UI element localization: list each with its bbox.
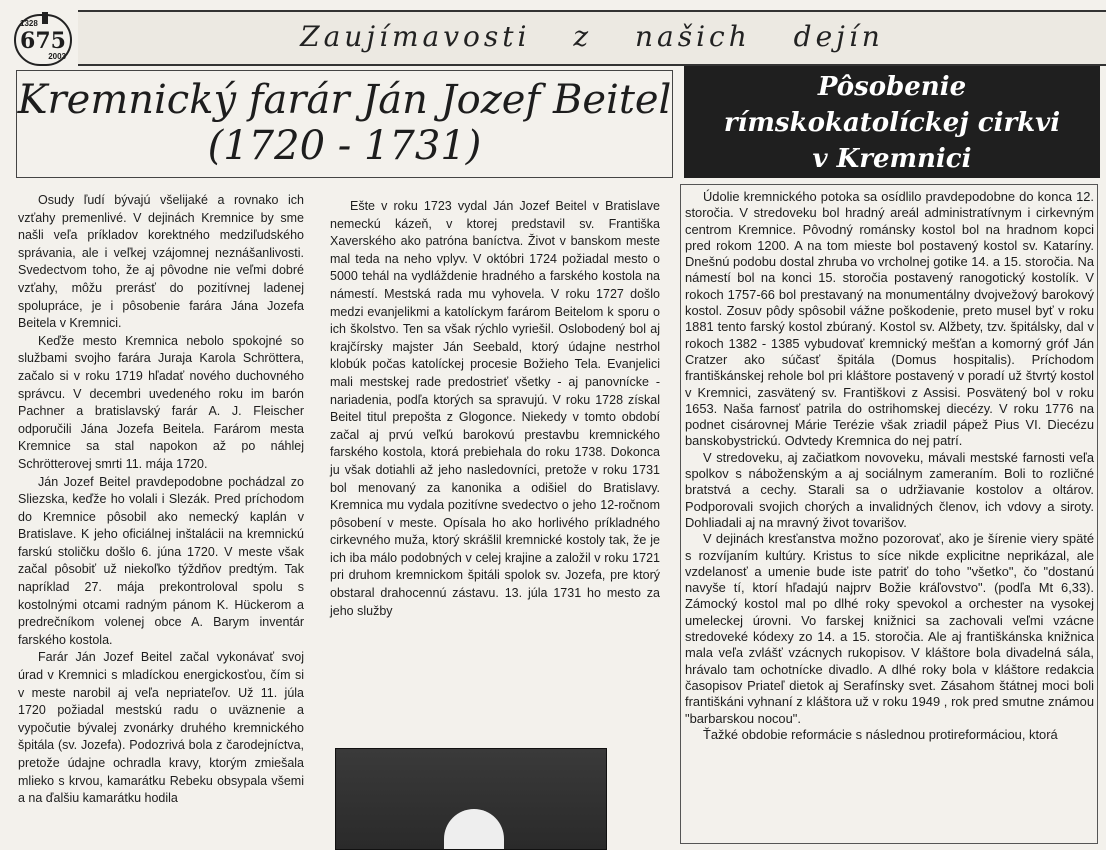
side-title-line-2: rímskokatolíckej cirkvi xyxy=(723,108,1061,138)
paragraph: V stredoveku, aj začiatkom novoveku, mávali mestské farnosti veľa spolkov s náboženským a aj sociálnym zameraním. Boli to rozličné bratstvá a cechy. Starali sa o udržiavanie kostolov a oltárov. Podporovali svojich chorých a invalidných členov, ich vdovy a siroty. Dohliadali aj na mravný život tovarišov. xyxy=(685,449,1094,530)
paragraph: Osudy ľudí bývajú všelijaké a rovnako ich vzťahy premenlivé. V dejinách Kremnice by sme našli veľa príkladov korektného medziľudského správania, ale i veľkej vzájomnej neznášanlivosti. Svedectvom toho, že aj pôvodne nie veľmi dobré vzťahy, môžu prerásť do pozitívnej ladenej spolupráce, je i pôsobenie farára Jána Jozefa Beitela v Kremnici. xyxy=(18,193,304,331)
side-title-line-3: v Kremnici xyxy=(812,144,972,174)
side-article-title-box xyxy=(684,66,1100,178)
logo-number: 675 xyxy=(20,28,66,54)
paragraph: Údolie kremnického potoka sa osídlilo pravdepodobne do konca 12. storočia. V stredoveku bol hradný areál administratívnym i cirkevným centrom Kremnice. Pôvodný románsky kostol bol na hradnom kopci pred rokom 1200. A na tom mieste bol postavený kostol sv. Kataríny. Dnešnú podobu dostal zhruba vo vrcholnej gotike 14. a 15. storočia. Na námestí bol na konci 15. storočia postavený ranogotický kostolík. V rokoch 1757-66 bol prestavaný na monumentálny dvojvežový barokový kostol. Zosuv pôdy spôsobil vážne poškodenie, preto musel byť v roku 1881 tento farský kostol zbúraný. Kostol sv. Alžbety, tzv. špitálsky, dal v rokoch 1382 - 1385 vybudovať kremnický mešťan a komorný gróf Ján Cratzer ako súčasť špitála (Domus hospitalis). Príchodom františkánskej rehole bol pri kláštore postavený v poradí už štvrtý kostol v Kremnici, zasvätený sv. Františkovi z Assisi. Posvätený bol v roku 1653. Naša farnosť patrila do ostrihomskej diecézy. V roku 1776 na podnet cisárovnej Márie Terézie však zriadil pápež Pius VI. Diecézu banskobystrickú. Odvtedy Kremnica do nej patrí. xyxy=(685,189,1094,449)
article-years: (1720 - 1731) xyxy=(207,123,482,169)
paragraph: Ťažké obdobie reformácie s následnou protireformáciou, ktorá xyxy=(703,726,1058,742)
paragraph: Farár Ján Jozef Beitel začal vykonávať svoj úrad v Kremnici s mladíckou energickosťou, čím si v meste narobil aj veľa nepriateľov. Už 11. júla 1720 požiadal mestskú radu o uväznenie a vypočutie bývalej zvonárky druhého kremnického špitála (sv. Jozefa). Podozrivá bola z čarodejníctva, pretože údajne ochradla kravy, ktorým zmiešala mlieko s krvou, kamarátku Rebeku obsypala všemi a na ďalšiu kamarátku hodila xyxy=(18,650,304,806)
paragraph: Ešte v roku 1723 vydal Ján Jozef Beitel v Bratislave nemeckú kázeň, v ktorej predstavil sv. Františka Xaverského ako patróna baníctva. Život v banskom meste mal teda na neho vplyv. V októbri 1724 požiadal mesto o 5000 tehál na vydláždenie hradného a farského kostola na námestí. Mestská rada mu vyhovela. V roku 1727 došlo medzi evanjelikmi a katolíckym farárom Beitelom k sporu o ich školstvo. Ten sa však rýchlo vyriešil. Oslobodený bol aj krajčírsky majster Ján Seebald, ktorý údajne nestrhol klobúk počas katolíckej procesie Božieho Tela. Evanjelici mali mestskej rade predostrieť všetky - aj panovnícke - nariadenia, podľa ktorých sa spravujú. V roku 1728 získal Beitel titul prepošta z Glogonce. Niekedy v tomto období začal aj prvú veľkú barokovú prestavbu kremnického farského kostola, ktorá prebiehala do roku 1738. Dokonca ju však dotiahli až jeho nasledovníci, pretože v roku 1731 bol menovaný za kanonika a odišiel do Bratislavy. Kremnica mu vydala pozitívne svedectvo o jeho 12-ročnom pôsobení v meste. Opísala ho ako horlivého príkladného cirkevného muža, ktorý skrášlil kremnické kostoly tak, že je ich iba málo podobných v celej krajine a založil v roku 1721 pri druhom kremnickom špitáli spolok sv. Jozefa, pre ktorý obstaral drahocennú zástavu. 13. júla 1731 ho mesto za jeho služby xyxy=(330,199,660,618)
portrait-figure xyxy=(444,809,504,849)
section-title: Zaujímavosti z našich dejín xyxy=(300,20,884,53)
side-title-line-1: Pôsobenie xyxy=(817,72,967,102)
article-title: Kremnický farár Ján Jozef Beitel xyxy=(17,77,672,123)
section-header xyxy=(78,10,1106,66)
article-column-2 xyxy=(330,198,660,620)
side-article-column xyxy=(680,184,1098,844)
article-column-1 xyxy=(18,192,304,808)
portrait-photo xyxy=(335,748,607,850)
logo-year-bottom: 2003 xyxy=(48,52,66,61)
article-title-box xyxy=(16,70,673,178)
paragraph: Ján Jozef Beitel pravdepodobne pochádzal zo Sliezska, keďže ho volali i Slezák. Pred príchodom do Kremnice pôsobil ako nemecký kaplán v Bratislave. K jeho oficiálnej inštalácii na kremnickú farskú stoličku došlo 6. júna 1720. V meste však začal pôsobiť už niekoľko týždňov predtým. Tak napríklad 27. mája prekontroloval spolu s kostolnými otcami radným pánom K. Hückerom a predrečníkom volenej obce A. Barym inventár farského kostola. xyxy=(18,474,304,647)
paragraph: V dejinách kresťanstva možno pozorovať, ako je šírenie viery späté s rozvíjaním kultúry. Kristus to síce nikde explicitne neprikázal, ale vzdelanosť a umenie bude iste patriť do toho "všetko", čo "dostanú navyše tí, ktorí hľadajú najprv Božie kráľovstvo". (podľa Mt 6,33). Zámocký kostol mal po dlhé roky spevokol a orchester na vysokej umeleckej úrovni. Vo farskej knižnici sa zachovali veľmi vzácne stredoveké kódexy zo 14. a 15. storočia. Ale aj františkánska knižnica mala veľa zvlášť vzácnych rukopisov. V kláštore bola divadelná sála, hrávalo tam ochotnícke divadlo. A dlhé roky bola v kláštore redakcia časopisov Priateľ dietok aj Serafínsky svet. Zásahom štátnej moci boli františkáni vyhnaní z kláštora už v roku 1949 , rok pred smutne známou "barbarskou nocou". xyxy=(685,531,1094,726)
anniversary-logo xyxy=(14,14,72,66)
logo-year-top: 1328 xyxy=(20,19,38,28)
paragraph: Keďže mesto Kremnica nebolo spokojné so službami svojho farára Juraja Karola Schröttera, začalo si v roku 1719 hľadať nového duchovného správcu. V decembri uvedeného roku im barón Pachner a bratislavský farár A. J. Fleischer odporučili Jána Jozefa Beitela. Farárom mesta Kremnice sa stal napokon až po náhlej Schrötterovej smrti 11. mája 1720. xyxy=(18,333,304,471)
tower-icon xyxy=(42,12,48,24)
